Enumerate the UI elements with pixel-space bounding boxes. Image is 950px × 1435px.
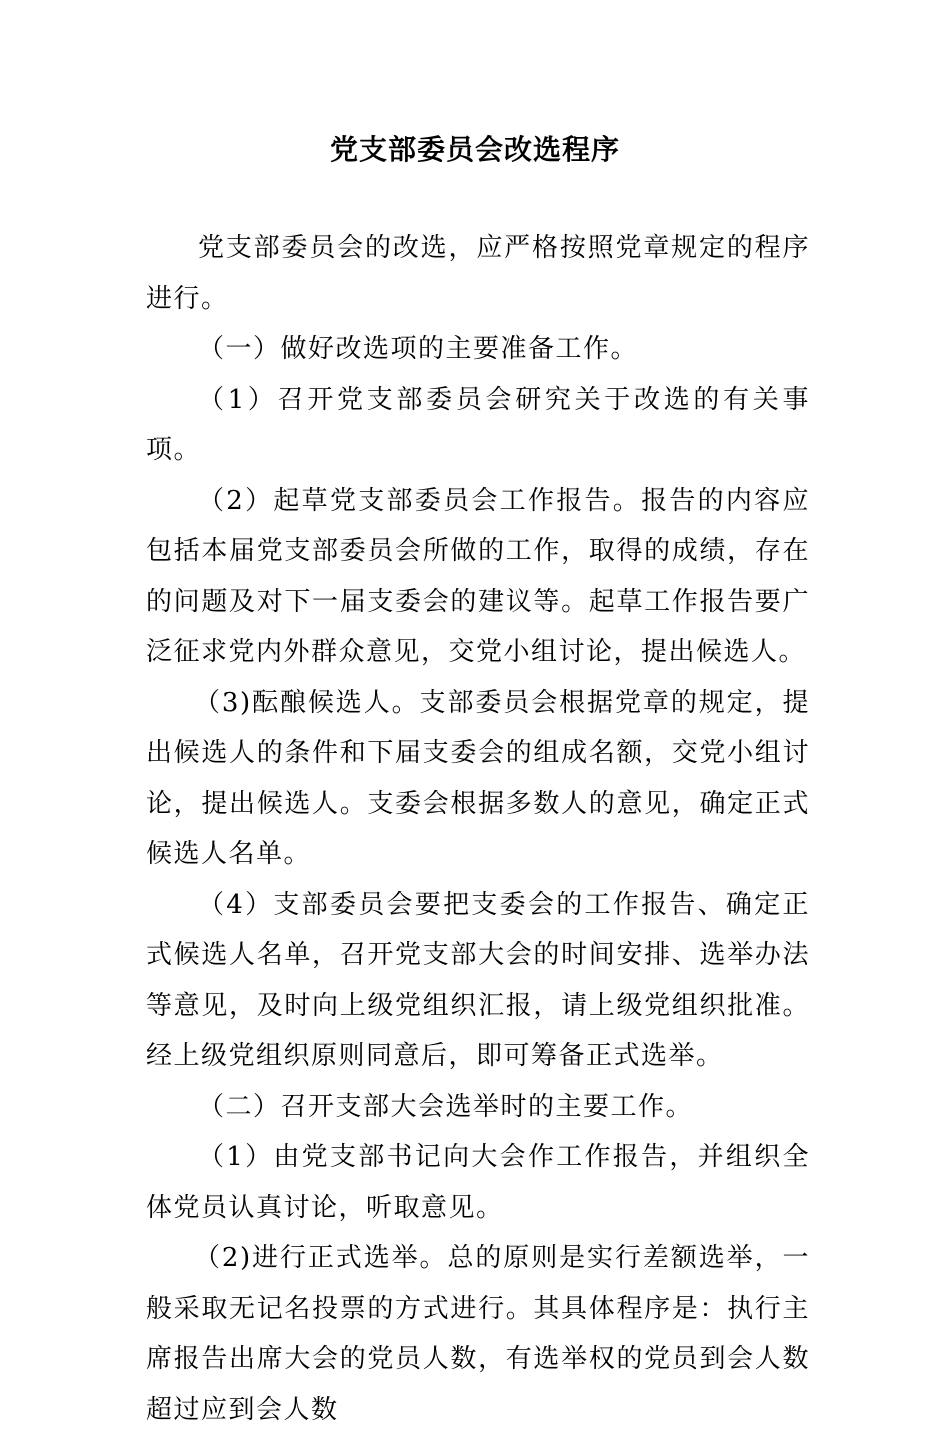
paragraph-meeting-step-1: （1）由党支部书记向大会作工作报告，并组织全体党员认真讨论，听取意见。 [146, 1142, 810, 1223]
paragraph-prep-step-2: （2）起草党支部委员会工作报告。报告的内容应包括本届党支部委员会所做的工作，取得的成绩，存在的问题及对下一届支委会的建议等。起草工作报告要广泛征求党内外群众意见，交党小组讨论，提出候选人。 [146, 485, 810, 667]
document-title: 党支部委员会改选程序 [329, 133, 620, 166]
document-body [146, 223, 810, 1435]
paragraph-prep-step-1: （1）召开党支部委员会研究关于改选的有关事项。 [146, 384, 810, 465]
paragraph-intro: 党支部委员会的改选，应严格按照党章规定的程序进行。 [146, 233, 810, 314]
section-heading-preparation: （一）做好改选项的主要准备工作。 [198, 334, 639, 364]
paragraph-prep-step-4: （4）支部委员会要把支委会的工作报告、确定正式候选人名单，召开党支部大会的时间安排、选举办法等意见，及时向上级党组织汇报，请上级党组织批准。经上级党组织原则同意后，即可筹备正式选举。 [146, 889, 810, 1071]
section-heading-election-meeting: （二）召开支部大会选举时的主要工作。 [198, 1091, 694, 1122]
paragraph-meeting-step-2: （2)进行正式选举。总的原则是实行差额选举，一般采取无记名投票的方式进行。其具体程序是：执行主席报告出席大会的党员人数，有选举权的党员到会人数超过应到会人数 [146, 1243, 810, 1425]
paragraph-prep-step-3: （3)酝酿候选人。支部委员会根据党章的规定，提出候选人的条件和下届支委会的组成名额，交党小组讨论，提出候选人。支委会根据多数人的意见，确定正式候选人名单。 [146, 687, 810, 869]
